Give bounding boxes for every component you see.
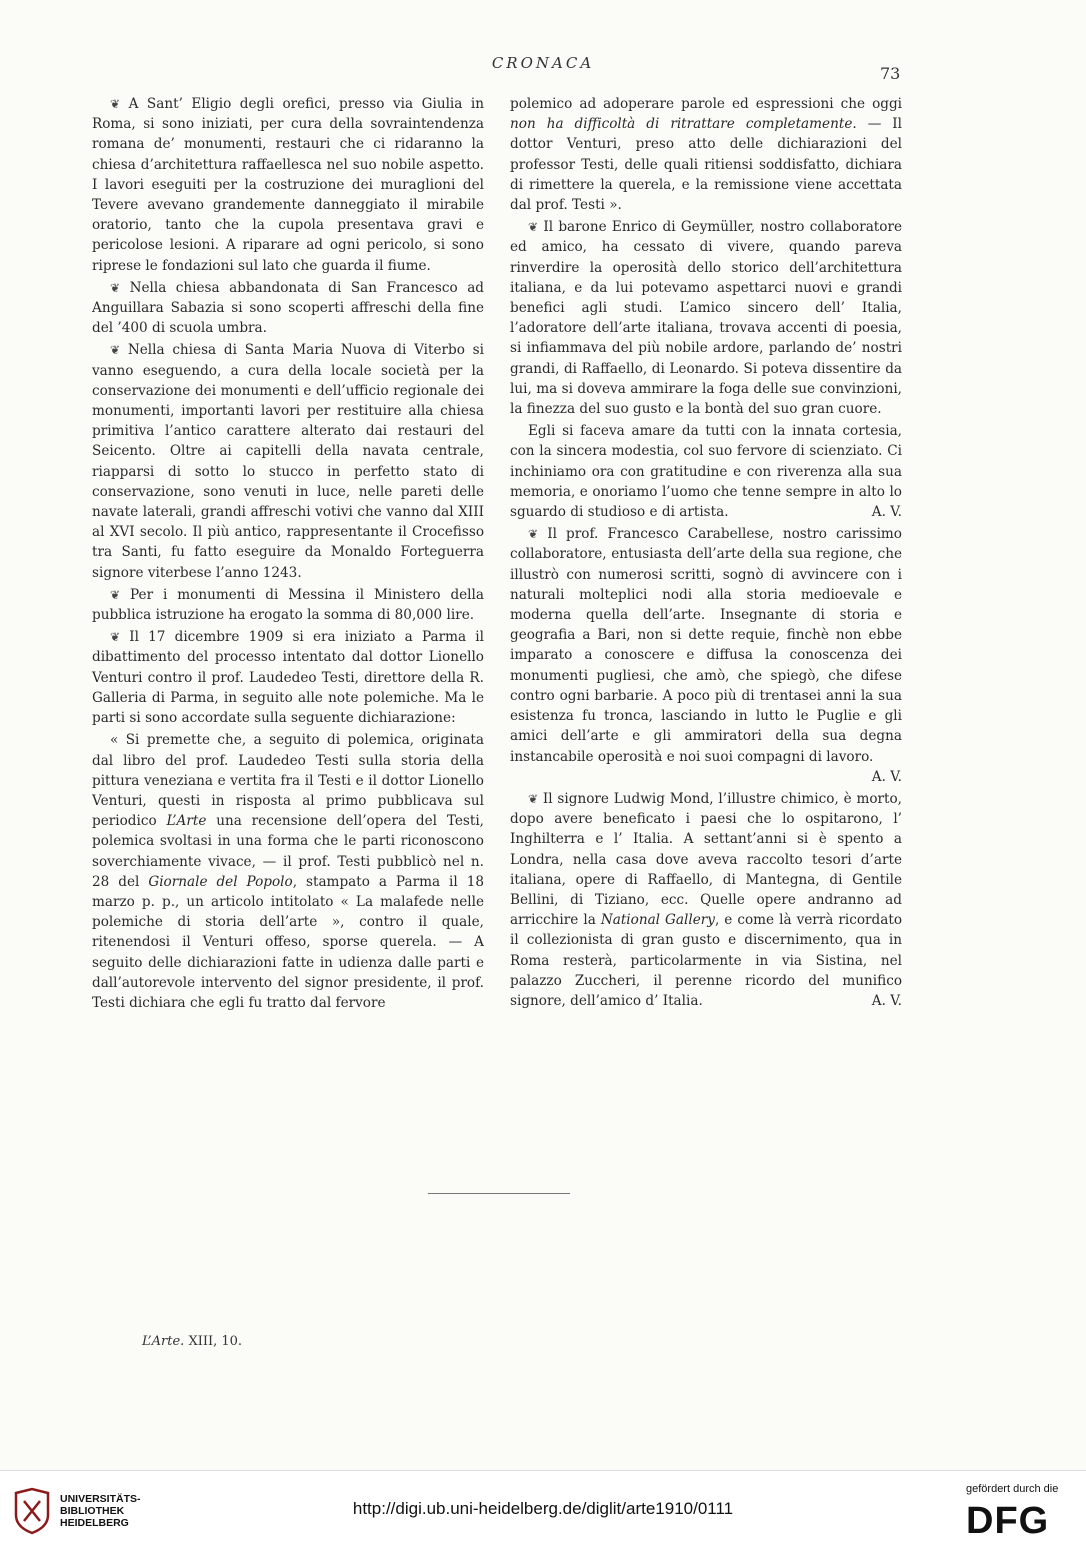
italic-title: Giornale del Popolo xyxy=(148,873,293,890)
viewer-footer-bar xyxy=(0,1470,1086,1552)
author-signature: A. V. xyxy=(871,504,902,521)
fleuron-icon: ❦ xyxy=(528,791,539,806)
fleuron-icon: ❦ xyxy=(110,587,121,602)
paragraph-declaration-cont xyxy=(510,94,902,215)
italic-title: National Gallery xyxy=(600,912,715,929)
italic-phrase: non ha difficoltà di ritrattare completamente xyxy=(510,116,853,133)
library-name-line: HEIDELBERG xyxy=(60,1517,129,1529)
dfg-logo: DFG xyxy=(966,1500,1050,1542)
fleuron-icon: ❦ xyxy=(528,220,539,235)
left-column xyxy=(92,94,484,1015)
paragraph-text: « Si premette che, a seguito di polemica, originata dal libro del prof. Laudedeo Testi sulla storia della pittura veneziana e vertita fra il Testi e il dottor Lionello Venturi, questi in risposta al primo pubblicava sul periodico xyxy=(92,732,484,830)
paragraph-text: Nella chiesa di Santa Maria Nuova di Viterbo si vanno eseguendo, a cura della locale società per la conservazione dei monumenti e dell’ufficio regionale dei monumenti, importanti lavori per restituire alla chiesa primitiva l’antico carattere alterato dai restauri del Seicento. Oltre ai capitelli della navata centrale, riapparsi di sotto lo stucco in perfetto stato di conservazione, sono venuti in luce, nelle pareti delle navate laterali, grandi affreschi votivi che vanno dal XIII al XVI secolo. Il più antico, rappresentante il Crocefisso tra Santi, fu fatto eseguire da Monaldo Forteguerra signore viterbese l’anno 1243. xyxy=(92,342,484,581)
right-column xyxy=(510,94,902,1013)
paragraph-text: , stampato a Parma il 18 marzo p. p., un articolo intitolato « La malafede nelle polemiche di storia dell’arte », contro il quale, ritenendosi il Venturi offeso, sporse querela. — A seguito delle dichiarazioni fatte in udienza dalle parti e dall’autorevole intervento del signor presidente, il prof. Testi dichiara che egli fu tratto dal fervore xyxy=(92,873,484,1011)
paragraph-viterbo xyxy=(92,340,484,582)
paragraph-parma xyxy=(92,627,484,728)
fleuron-icon: ❦ xyxy=(110,343,121,358)
volume-number: XIII, 10. xyxy=(188,1334,243,1349)
section-divider xyxy=(428,1193,570,1194)
paragraph-text: , e come là verrà ricordato il collezionista di gran gusto e discernimento, qua in Roma resterà, particolarmente in via Sistina, nel palazzo Zuccheri, il perenne ricordo del munifico signore, dell’amico d’ Italia. xyxy=(510,912,903,1009)
fleuron-icon: ❦ xyxy=(110,630,121,645)
paragraph-text: Il 17 dicembre 1909 si era iniziato a Parma il dibattimento del processo intentato dal dottor Lionello Venturi contro il prof. Laudedeo Testi, direttore della R. Galleria di Parma, in seguito alle note polemiche. Ma le parti si sono accordate sulla seguente dichiarazione: xyxy=(92,629,484,727)
journal-name: L’Arte. xyxy=(142,1334,185,1349)
fleuron-icon: ❦ xyxy=(110,280,121,295)
paragraph-carabellese xyxy=(510,524,902,787)
permalink-url[interactable]: http://digi.ub.uni-heidelberg.de/diglit/arte1910/0111 xyxy=(352,1499,734,1518)
paragraph-mond xyxy=(510,789,902,1011)
library-name-line: UNIVERSITÄTS- xyxy=(60,1493,141,1505)
running-title: CRONACA xyxy=(491,54,595,72)
paragraph-text: Il prof. Francesco Carabellese, nostro carissimo collaboratore, entusiasta dell’arte della sua regione, che illustrò con numerosi scritti, sognò di avvincere con i naturali molteplici nodi alla storia medioevale e moderna quella dell’arte. Insegnante di storia e geografia a Bari, non si dette requie, finchè non ebbe imparato a conoscere e diffusa la conoscenza dei monumenti pugliesi, che amò, che spiegò, che difese contro ogni barbarie. A poco più di trentasei anni la sua esistenza fu tronca, lasciando in lutto le Puglie e gli amici dell’arte e gli ammiratori della sua degna instancabile operosità e noi suoi compagni di lavoro. xyxy=(510,526,902,765)
paragraph-sant-eligio xyxy=(92,94,484,276)
paragraph-text: Il barone Enrico di Geymüller, nostro collaboratore ed amico, ha cessato di vivere, quando pareva rinverdire la operosità dello storico dell’architettura italiana, e da lui potevamo aspettarci nuovi e grandi benefici agli studi. L’amico sincero dell’ Italia, l’adoratore dell’arte italiana, trovava accenti di poesia, si infiammava del più nobile ardore, parlando de’ nostri grandi, di Raffaello, di Leonardo. Si poteva dissentire da lui, ma si doveva ammirare la foga delle sue convinzioni, la finezza del suo gusto e la bontà del suo gran cuore. xyxy=(510,219,902,418)
library-name-line: BIBLIOTHEK xyxy=(60,1505,125,1517)
paragraph-text: Egli si faceva amare da tutti con la innata cortesia, con la sincera modestia, col suo fervore di scienziato. Ci inchiniamo ora con gratitudine e con riverenza alla sua memoria, e onoriamo l’uomo che tenne sempre in alto lo sguardo di studioso e di artista. xyxy=(510,423,902,521)
page-number: 73 xyxy=(880,64,901,83)
fleuron-icon: ❦ xyxy=(528,527,539,542)
paragraph-anguillara xyxy=(92,278,484,339)
author-signature: A. V. xyxy=(871,768,902,785)
italic-title: L’Arte xyxy=(166,813,207,830)
journal-reference xyxy=(142,1334,242,1349)
paragraph-text: . — Il dottor Venturi, preso atto delle dichiarazioni del professor Testi, delle quali ritiensi soddisfatto, dichiara di rimettere la querela, e la remissione viene accettata dal prof. Testi ». xyxy=(510,116,903,214)
author-signature: A. V. xyxy=(871,992,902,1009)
paragraph-text: una recensione dell’opera del Testi, polemica svoltasi in una forma che le parti riconoscono soverchiamente vivace, — il prof. Testi pubblicò nel n. 28 del xyxy=(92,813,485,890)
paragraph-text: A Sant’ Eligio degli orefici, presso via Giulia in Roma, si sono iniziati, per cura della sovraintendenza romana de’ monumenti, restauri che ci ridaranno la chiesa d’architettura raffaellesca nel suo nobile aspetto. I lavori eseguiti per la costruzione dei muraglioni del Tevere avevano grandemente danneggiato il mirabile oratorio, tanto che la cupola presentava gravi e pericolose lesioni. A riparare ad ogni pericolo, si sono riprese le fondazioni sul lato che guarda il fiume. xyxy=(92,96,484,274)
funding-caption: gefördert durch die xyxy=(966,1483,1059,1495)
fleuron-icon: ❦ xyxy=(110,97,121,111)
paragraph-text: Per i monumenti di Messina il Ministero della pubblica istruzione ha erogato la somma di 80,000 lire. xyxy=(92,586,484,624)
paragraph-geymuller xyxy=(510,217,902,419)
paragraph-declaration xyxy=(92,730,484,1013)
paragraph-text: polemico ad adoperare parole ed espressioni che oggi xyxy=(510,96,902,112)
paragraph-text: Nella chiesa abbandonata di San Francesco ad Anguillara Sabazia si sono scoperti affreschi della fine del ’400 di scuola umbra. xyxy=(92,279,485,337)
paragraph-messina xyxy=(92,585,484,625)
paragraph-text: Il signore Ludwig Mond, l’illustre chimico, è morto, dopo avere beneficato i paesi che lo ospitarono, l’ Inghilterra e l’ Italia. A settant’anni si è spento a Londra, nella casa dove aveva raccolto tesori d’arte italiana, opere di Raffaello, di Mantegna, di Gentile Bellini, di Tiziano, ecc. Quelle opere andranno ad arricchire la xyxy=(510,790,902,929)
paragraph-geymuller-2 xyxy=(510,421,902,522)
